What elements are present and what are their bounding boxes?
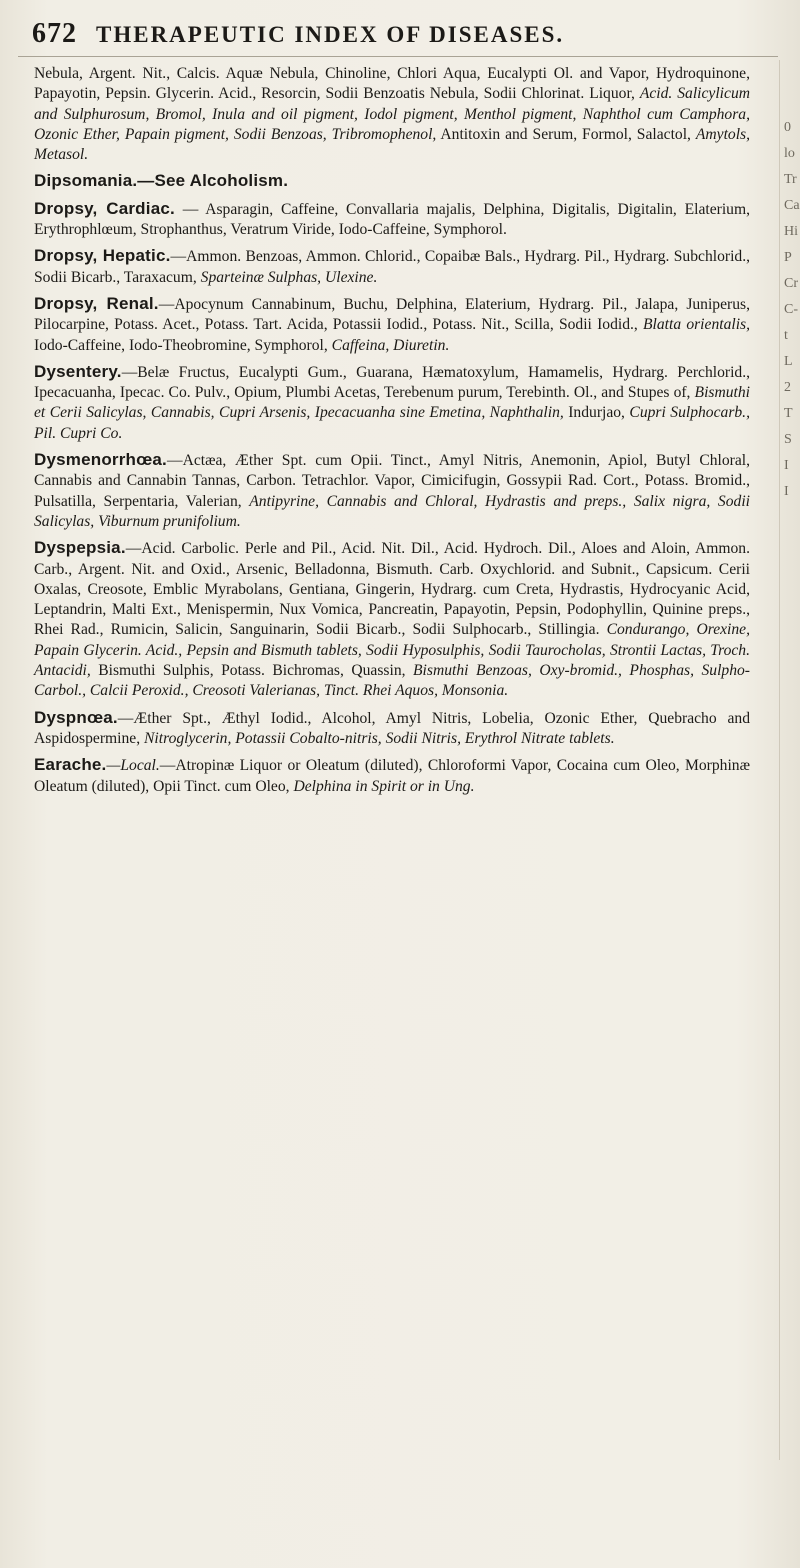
entry-heading: Dyspnœa. (34, 707, 118, 727)
running-title: THERAPEUTIC INDEX OF DISEASES. (96, 22, 565, 47)
index-entry (34, 708, 750, 750)
entry-heading: Dysmenorrhœa. (34, 450, 167, 470)
edge-fragment: 0 (784, 120, 791, 135)
edge-fragment: Tr (784, 172, 797, 187)
edge-fragment: C- (784, 302, 798, 317)
edge-fragment: Cr (784, 276, 798, 291)
edge-fragment: t (784, 328, 788, 343)
edge-fragment: Ca (784, 198, 800, 213)
index-entry (34, 64, 750, 165)
edge-fragment: L (784, 354, 793, 369)
edge-fragment: I (784, 458, 789, 473)
edge-fragment: P (784, 250, 792, 265)
entry-subheading: —Local. (106, 757, 160, 775)
edge-fragment: lo (784, 146, 795, 161)
page-number: 672 (32, 18, 77, 49)
entry-body: — Asparagin, Caffeine, Convallaria majalis, Delphina, Digitalis, Digitalin, Elaterium, Erythrophlœum, Strophanthus, Veratrum Viride, Iodo-Caffeine, Symphorol. (34, 200, 750, 239)
entry-body: —Apocynum Cannabinum, Buchu, Delphina, Elaterium, Hydrarg. Pil., Jalapa, Juniperus, Pilocarpine, Potass. Acet., Potass. Tart. Acida, Potassii Iodid., Potass. Nit., Scilla, Sodii Iodid., Blatta orientalis, Iodo-Caffeine, Iodo-Theobromine, Symphorol, Caffeina, Diuretin. (34, 295, 750, 354)
entry-body: —Atropinæ Liquor or Oleatum (diluted), Chloroformi Vapor, Cocaina cum Oleo, Morphinæ Oleatum (diluted), Opii Tinct. cum Oleo, Delphina in Spirit or in Ung. (34, 757, 750, 795)
edge-fragment: T (784, 406, 793, 421)
index-entry (34, 755, 750, 797)
entry-body: —Acid. Carbolic. Perle and Pil., Acid. Nit. Dil., Acid. Hydroch. Dil., Aloes and Aloin, Ammon. Carb., Argent. Nit. and Oxid., Arsenic, Belladonna, Bismuth. Carb. Oxychlorid. and Subnit., Capsicum. Cerii Oxalas, Creosote, Emblic Myrabolans, Gentiana, Gingerin, Hydrarg. cum Creta, Hydrastis, Hydrocyanic Acid, Leptandrin, Malti Ext., Menispermin, Nux Vomica, Pancreatin, Papayotin, Pepsin, Podophyllin, Quinine preps., Rhei Rad., Rumicin, Salicin, Sanguinarin, Sodii Bicarb., Sodii Sulphocarb., Stillingia. Condurango, Orexine, Papain Glycerin. Acid., Pepsin and Bismuth tablets, Sodii Hyposulphis, Sodii Taurocholas, Strontii Lactas, Troch. Antacidi, Bismuthi Sulphis, Potass. Bichromas, Quassin, Bismuthi Benzoas, Oxy-bromid., Phosphas, Sulpho-Carbol., Calcii Peroxid., Creosoti Valerianas, Tinct. Rhei Aquos, Monsonia. (34, 540, 750, 700)
index-text (34, 64, 750, 801)
index-entry (34, 171, 750, 192)
index-entry (34, 538, 750, 701)
index-entry (34, 450, 750, 532)
edge-fragment: S (784, 432, 792, 447)
entry-heading: Dipsomania. (34, 171, 138, 191)
page-header (18, 16, 778, 57)
entry-heading: Dysentery. (34, 361, 122, 381)
entry-heading: Dropsy, Renal. (34, 293, 159, 313)
entry-body: —Ammon. Benzoas, Ammon. Chlorid., Copaibæ Bals., Hydrarg. Pil., Hydrarg. Subchlorid., Sodii Bicarb., Taraxacum, Sparteinæ Sulphas, Ulexine. (34, 248, 750, 286)
entry-heading: Dropsy, Hepatic. (34, 246, 171, 266)
entry-heading: Dyspepsia. (34, 538, 126, 558)
page-edge-fragments (779, 60, 800, 1460)
entry-body: —See Alcoholism. (137, 171, 289, 191)
index-entry (34, 294, 750, 356)
edge-fragment: 2 (784, 380, 791, 395)
entry-heading: Dropsy, Cardiac. (34, 198, 175, 218)
entry-body: —Actæa, Æther Spt. cum Opii. Tinct., Amyl Nitris, Anemonin, Apiol, Butyl Chloral, Cannabis and Cannabin Tannas, Carbon. Tetrachlor. Vapor, Cimicifugin, Gossypii Rad. Cort., Potass. Bromid., Pulsatilla, Serpentaria, Valerian, Antipyrine, Cannabis and Chloral, Hydrastis and preps., Salix nigra, Sodii Salicylas, Viburnum prunifolium. (34, 452, 750, 530)
edge-fragment: I (784, 484, 789, 499)
index-entry (34, 362, 750, 444)
entry-body: —Æther Spt., Æthyl Iodid., Alcohol, Amyl Nitris, Lobelia, Ozonic Ether, Quebracho and Aspidospermine, Nitroglycerin, Potassii Cobalto-nitris, Sodii Nitris, Erythrol Nitrate tablets. (34, 709, 750, 747)
entry-heading: Earache. (34, 755, 107, 775)
index-entry (34, 199, 750, 241)
entry-body: Nebula, Argent. Nit., Calcis. Aquæ Nebula, Chinoline, Chlori Aqua, Eucalypti Ol. and Vapor, Hydroquinone, Papayotin, Pepsin. Glycerin. Acid., Resorcin, Sodii Benzoatis Nebula, Sodii Chlorinat. Liquor, Acid. Salicylicum and Sulphurosum, Bromol, Inula and oil pigment, Iodol pigment, Menthol pigment, Naphthol cum Camphora, Ozonic Ether, Papain pigment, Sodii Benzoas, Tribromophenol, Antitoxin and Serum, Formol, Salactol, Amytols, Metasol. (34, 65, 750, 164)
entry-body: —Belæ Fructus, Eucalypti Gum., Guarana, Hæmatoxylum, Hamamelis, Hydrarg. Perchlorid., Ipecacuanha, Ipecac. Co. Pulv., Opium, Plumbi Acetas, Terebenum purum, Terebinth. Ol., and Stupes of, Bismuthi et Cerii Salicylas, Cannabis, Cupri Arsenis, Ipecacuanha sine Emetina, Naphthalin, Indurjao, Cupri Sulphocarb., Pil. Cupri Co. (34, 363, 750, 442)
index-entry (34, 246, 750, 288)
edge-fragment: Hi (784, 224, 798, 239)
